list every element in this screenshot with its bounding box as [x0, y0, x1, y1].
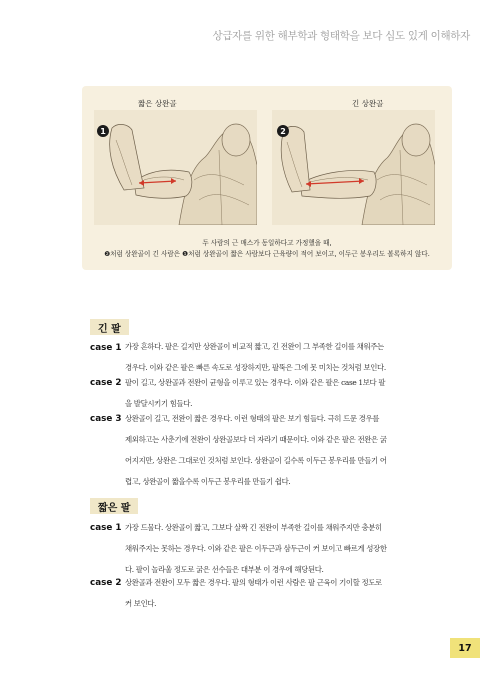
- long-case-3-text: [125, 408, 445, 492]
- long-case-2-label: case 2: [90, 378, 122, 388]
- page-number: 17: [450, 638, 480, 658]
- text-line: 어지지만, 상완은 그대로인 것처럼 보인다. 상완골이 길수록 이두근 봉우리를 만들기 어: [125, 456, 387, 465]
- text-line: 가장 흔하다. 팔은 길지만 상완골이 비교적 짧고, 긴 전완이 그 부족한 길이를 채워주는: [125, 342, 384, 351]
- panel1-title: 짧은 상완골: [138, 99, 177, 108]
- panel2-title: 긴 상완골: [352, 99, 384, 108]
- short-case-2-text: [125, 572, 445, 614]
- long-case-3-label: case 3: [90, 414, 122, 424]
- section-title-long-arm: 긴 팔: [90, 319, 129, 335]
- short-case-1-label: case 1: [90, 523, 122, 533]
- text-line: 제외하고는 사춘기에 전완이 상완골보다 더 자라기 때문이다. 이와 같은 팔은 전완은 굵: [125, 435, 387, 444]
- short-case-1-text: [125, 517, 445, 580]
- text-line: 커 보인다.: [125, 599, 157, 608]
- short-case-2-label: case 2: [90, 578, 122, 588]
- text-line: 팔이 길고, 상완골과 전완이 균형을 이루고 있는 경우다. 이와 같은 팔은 case 1보다 팔: [125, 378, 386, 387]
- short-humerus-illustration: [94, 110, 257, 225]
- figure-caption-line-2: ❷처럼 상완골이 긴 사람은 ❶처럼 상완골이 짧은 사람보다 근육량이 적어 보이고, 이두근 봉우리도 볼록하지 않다.: [104, 250, 430, 258]
- text-line: 가장 드물다. 상완골이 짧고, 그보다 살짝 긴 전완이 부족한 길이를 채워주지만 충분히: [125, 523, 382, 532]
- long-humerus-illustration: [272, 110, 435, 225]
- text-line: 경우다. 이와 같은 팔은 빠른 속도로 성장하지만, 팔뚝은 그에 못 미치는 것처럼 보인다.: [125, 363, 386, 372]
- text-line: 채워주지는 못하는 경우다. 이와 같은 팔은 이두근과 삼두근이 커 보이고 빠르게 성장한: [125, 544, 387, 553]
- text-line: 다. 팔이 놀라울 정도로 굵은 선수들은 대부분 이 경우에 해당된다.: [125, 565, 324, 574]
- text-line: 을 발달시키기 힘들다.: [125, 399, 193, 408]
- running-header: 상급자를 위한 해부학과 형태학을 보다 심도 있게 이해하자: [212, 30, 470, 42]
- text-line: 상완골과 전완이 모두 짧은 경우다. 팔의 형태가 이런 사람은 팔 근육이 기이할 정도로: [125, 578, 382, 587]
- badge-1: 1: [97, 125, 109, 137]
- text-line: 상완골이 길고, 전완이 짧은 경우다. 이런 형태의 팔은 보기 힘들다. 극히 드문 경우를: [125, 414, 380, 423]
- long-case-1-label: case 1: [90, 343, 122, 353]
- badge-2: 2: [277, 125, 289, 137]
- section-title-short-arm: 짧은 팔: [90, 498, 138, 514]
- text-line: 렵고, 상완골이 짧을수록 이두근 봉우리를 만들기 쉽다.: [125, 477, 291, 486]
- figure-caption-line-1: 두 사람의 근 매스가 동일하다고 가정했을 때,: [202, 239, 332, 247]
